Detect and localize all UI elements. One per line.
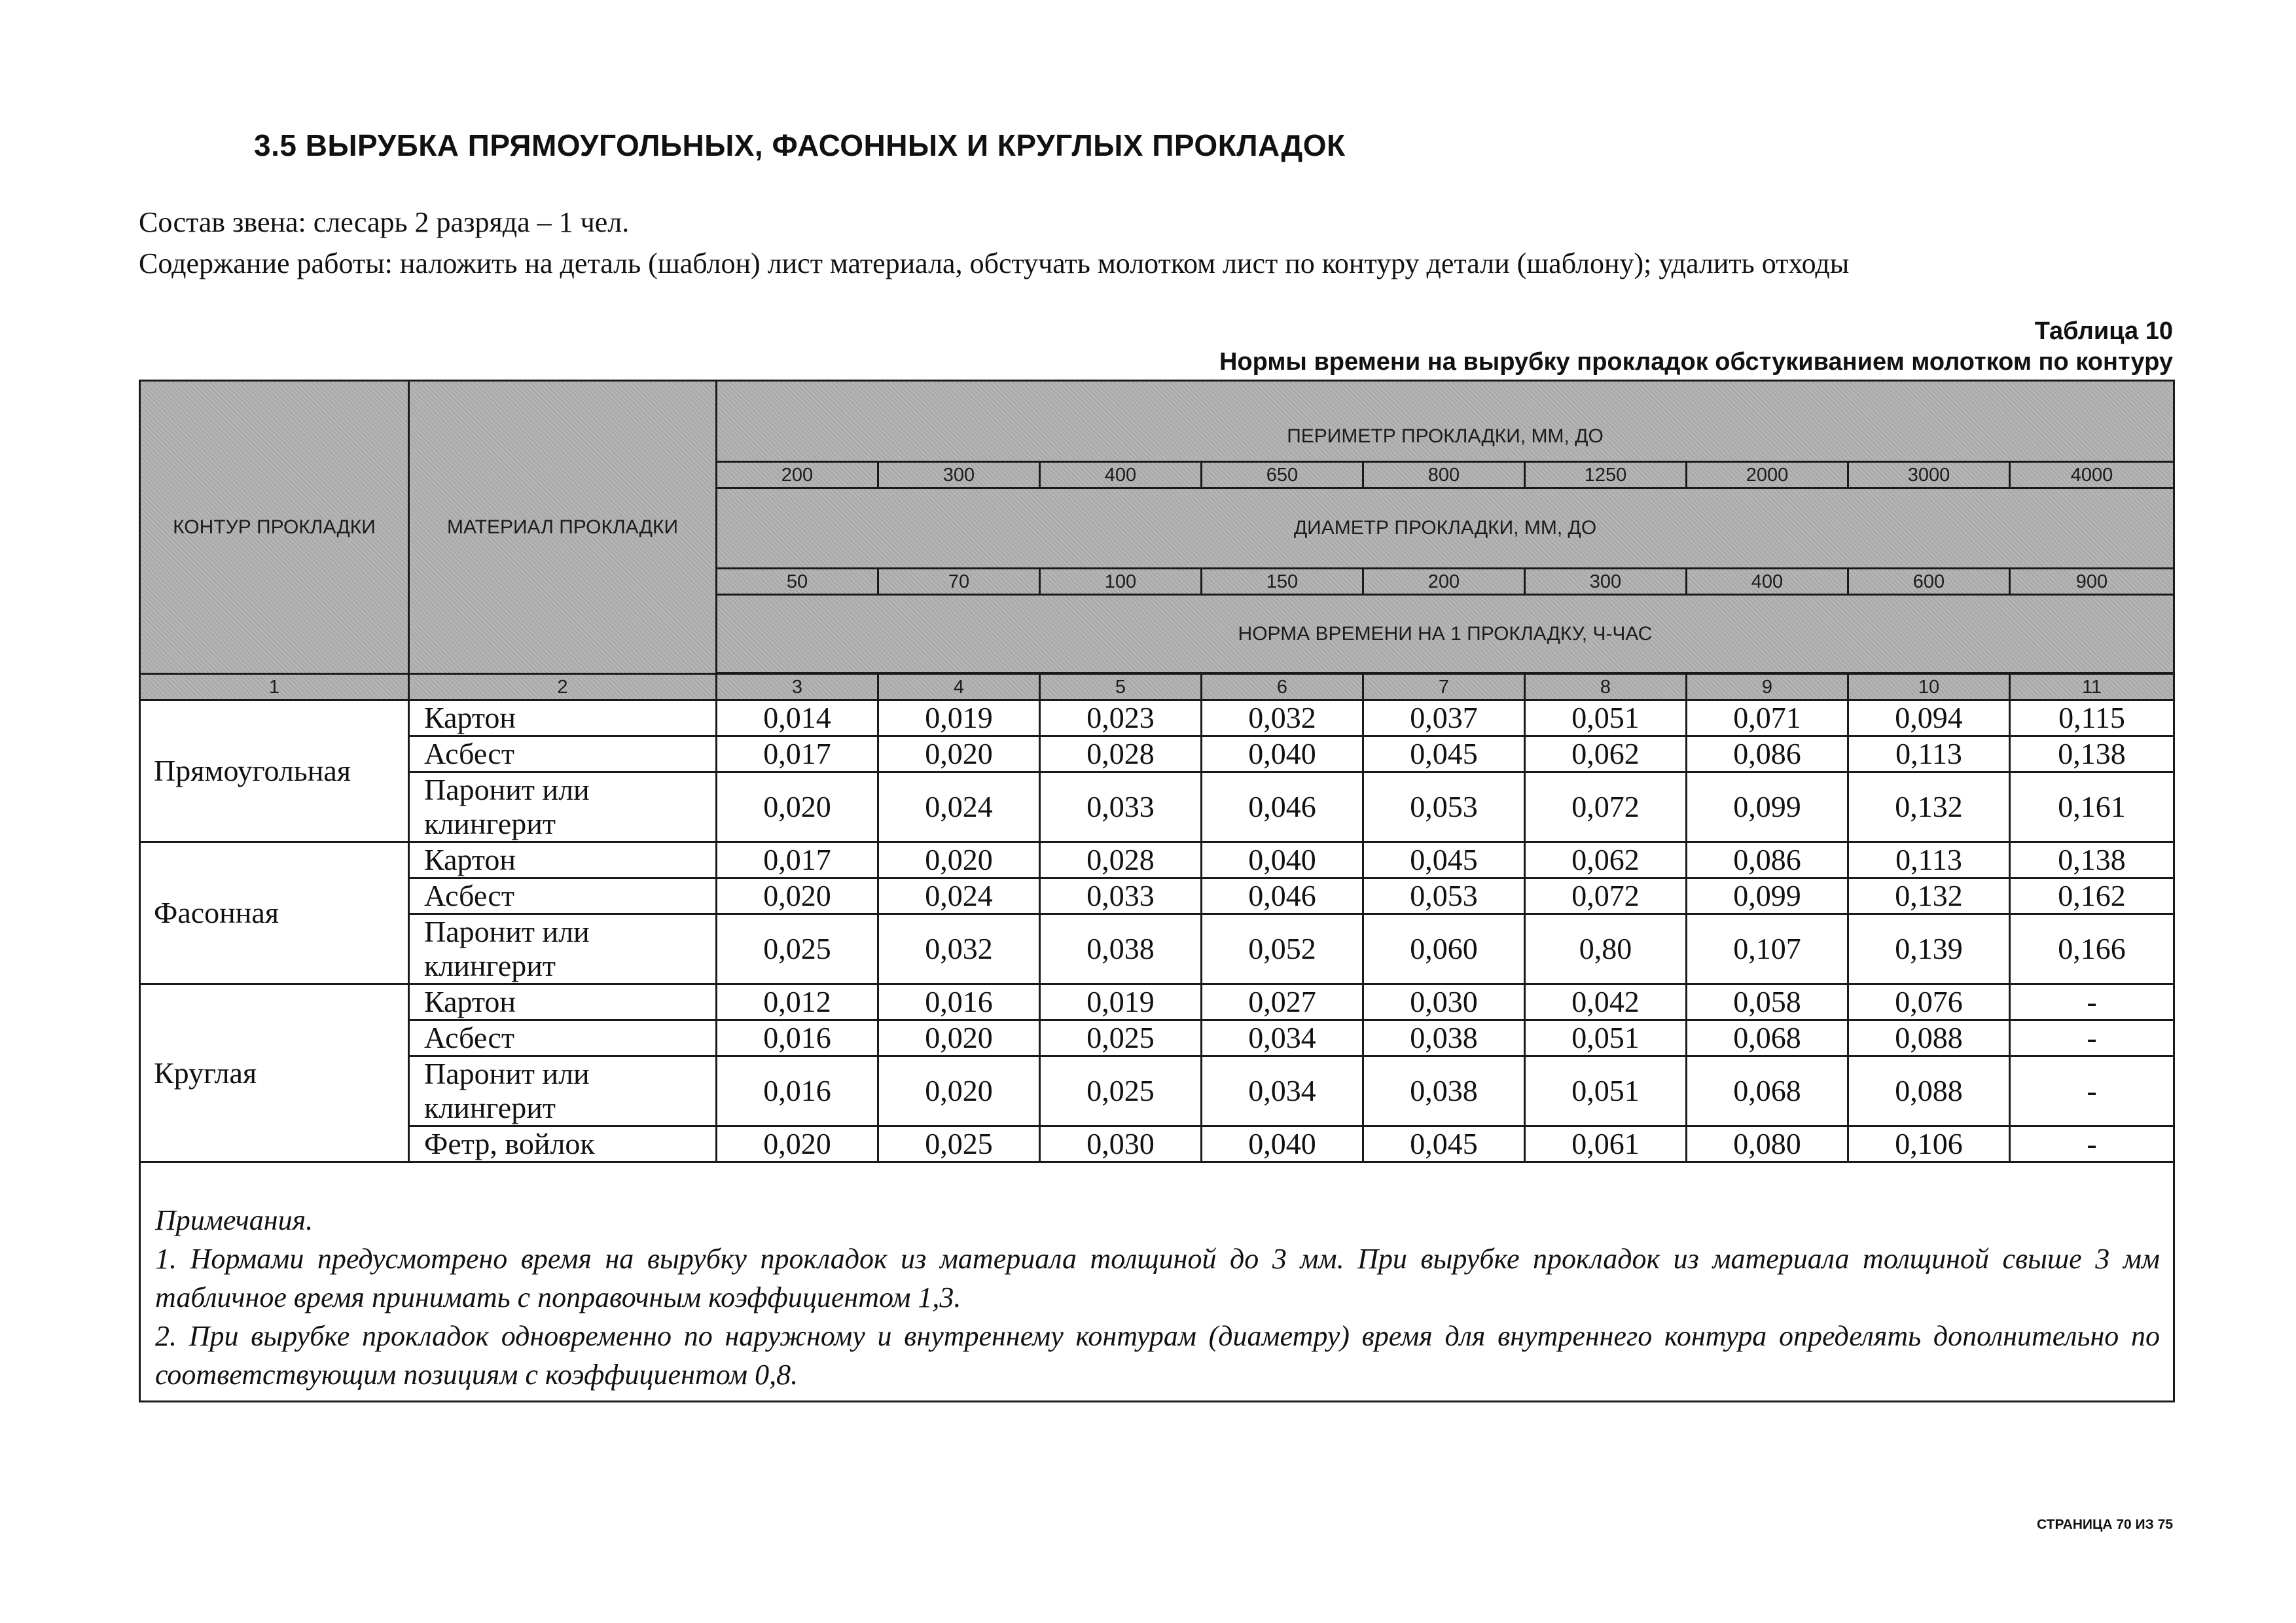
norm-value: 0,032 (1202, 700, 1363, 736)
norm-value: 0,033 (1040, 772, 1202, 842)
norm-value: 0,094 (1848, 700, 2010, 736)
norm-value: 0,051 (1525, 1020, 1687, 1056)
column-number: 3 (717, 674, 878, 700)
table-row (140, 772, 2174, 842)
norm-value: 0,040 (1202, 1126, 1363, 1162)
header-perimeter-label: ПЕРИМЕТР ПРОКЛАДКИ, ММ, ДО (717, 381, 2174, 462)
header-row-perimeter (140, 381, 2174, 462)
norm-value: 0,062 (1525, 736, 1687, 772)
intro-block (139, 202, 1849, 284)
norm-value: - (2010, 1056, 2174, 1126)
perimeter-value: 650 (1202, 462, 1363, 488)
diameter-value: 70 (878, 569, 1040, 595)
table-row (140, 1056, 2174, 1126)
norm-value: 0,051 (1525, 700, 1687, 736)
norm-value: 0,068 (1687, 1056, 1848, 1126)
material-cell: Паронит или клингерит (409, 1056, 717, 1126)
norm-value: 0,027 (1202, 984, 1363, 1020)
column-number: 8 (1525, 674, 1687, 700)
norm-value: 0,80 (1525, 914, 1687, 984)
norm-value: 0,028 (1040, 736, 1202, 772)
norm-value: 0,080 (1687, 1126, 1848, 1162)
norm-value: 0,024 (878, 878, 1040, 914)
norm-value: 0,024 (878, 772, 1040, 842)
perimeter-value: 1250 (1525, 462, 1687, 488)
norm-value: - (2010, 984, 2174, 1020)
norm-value: 0,037 (1363, 700, 1525, 736)
norm-value: 0,138 (2010, 842, 2174, 878)
norm-value: 0,062 (1525, 842, 1687, 878)
norm-value: 0,012 (717, 984, 878, 1020)
norm-value: 0,076 (1848, 984, 2010, 1020)
norm-value: 0,060 (1363, 914, 1525, 984)
norm-value: 0,014 (717, 700, 878, 736)
norm-value: 0,020 (878, 842, 1040, 878)
norm-value: 0,020 (717, 772, 878, 842)
material-cell: Паронит или клингерит (409, 772, 717, 842)
perimeter-value: 400 (1040, 462, 1202, 488)
norm-value: 0,019 (878, 700, 1040, 736)
diameter-value: 300 (1525, 569, 1687, 595)
norm-value: 0,034 (1202, 1020, 1363, 1056)
norm-value: 0,132 (1848, 878, 2010, 914)
material-cell: Картон (409, 984, 717, 1020)
table-number: Таблица 10 (2034, 317, 2173, 345)
table-row (140, 984, 2174, 1020)
note-item: 2. При вырубке прокладок одновременно по наружному и внутреннему контурам (диаметру) время для внутреннего контура определять дополнительно по соответствующим позициям с коэффициентом 0,8. (155, 1320, 2160, 1391)
column-number: 10 (1848, 674, 2010, 700)
material-cell: Картон (409, 842, 717, 878)
table-data (140, 700, 2174, 1162)
norm-value: 0,072 (1525, 878, 1687, 914)
work-content: Содержание работы: наложить на деталь (шаблон) лист материала, обстучать молотком лист по контуру детали (шаблону); удалить отходы (139, 247, 1850, 279)
column-number: 1 (140, 674, 409, 700)
norm-value: 0,113 (1848, 842, 2010, 878)
header-material-label: МАТЕРИАЛ ПРОКЛАДКИ (446, 516, 679, 538)
norm-value: 0,038 (1363, 1056, 1525, 1126)
contour-cell: Фасонная (140, 842, 409, 984)
table-title: Нормы времени на вырубку прокладок обстукиванием молотком по контуру (1219, 348, 2173, 376)
norm-value: 0,025 (717, 914, 878, 984)
notes-row (140, 1162, 2174, 1402)
diameter-value: 600 (1848, 569, 2010, 595)
notes-title: Примечания. (155, 1204, 314, 1236)
norm-value: 0,034 (1202, 1056, 1363, 1126)
norm-value: 0,058 (1687, 984, 1848, 1020)
norm-value: 0,166 (2010, 914, 2174, 984)
norm-value: 0,045 (1363, 1126, 1525, 1162)
perimeter-value: 200 (717, 462, 878, 488)
column-number: 7 (1363, 674, 1525, 700)
diameter-value: 900 (2010, 569, 2174, 595)
header-contour (140, 381, 409, 674)
material-cell: Асбест (409, 878, 717, 914)
norm-value: 0,033 (1040, 878, 1202, 914)
diameter-value: 150 (1202, 569, 1363, 595)
norm-value: 0,025 (878, 1126, 1040, 1162)
norm-value: 0,038 (1040, 914, 1202, 984)
table-row (140, 878, 2174, 914)
table-notes (140, 1162, 2174, 1402)
norm-value: 0,023 (1040, 700, 1202, 736)
material-cell: Асбест (409, 736, 717, 772)
page-number: СТРАНИЦА 70 ИЗ 75 (2036, 1517, 2173, 1532)
norm-value: 0,020 (878, 1020, 1040, 1056)
norm-value: 0,046 (1202, 772, 1363, 842)
column-number: 9 (1687, 674, 1848, 700)
norm-value: 0,030 (1363, 984, 1525, 1020)
norm-value: 0,019 (1040, 984, 1202, 1020)
norm-value: 0,162 (2010, 878, 2174, 914)
norm-value: 0,038 (1363, 1020, 1525, 1056)
norm-value: 0,061 (1525, 1126, 1687, 1162)
norm-value: 0,071 (1687, 700, 1848, 736)
norm-value: 0,132 (1848, 772, 2010, 842)
norm-value: 0,016 (717, 1056, 878, 1126)
norm-value: 0,099 (1687, 772, 1848, 842)
diameter-value: 50 (717, 569, 878, 595)
norm-value: 0,020 (717, 878, 878, 914)
diameter-value: 100 (1040, 569, 1202, 595)
material-cell: Паронит или клингерит (409, 914, 717, 984)
norm-value: 0,020 (717, 1126, 878, 1162)
norm-value: 0,017 (717, 842, 878, 878)
perimeter-value: 2000 (1687, 462, 1848, 488)
norm-value: 0,040 (1202, 842, 1363, 878)
norm-value: 0,086 (1687, 736, 1848, 772)
table-row (140, 842, 2174, 878)
norm-value: - (2010, 1126, 2174, 1162)
norm-value: 0,045 (1363, 736, 1525, 772)
header-contour-label: КОНТУР ПРОКЛАДКИ (173, 516, 376, 538)
diameter-value: 200 (1363, 569, 1525, 595)
norm-value: 0,017 (717, 736, 878, 772)
norm-value: 0,032 (878, 914, 1040, 984)
norm-value: 0,068 (1687, 1020, 1848, 1056)
column-number: 6 (1202, 674, 1363, 700)
norm-value: 0,107 (1687, 914, 1848, 984)
note-item: 1. Нормами предусмотрено время на вырубку прокладок из материала толщиной до 3 мм. При вырубке прокладок из материала толщиной свыше 3 мм табличное время принимать с поправочным коэффициентом 1,3. (155, 1243, 2160, 1313)
material-cell: Фетр, войлок (409, 1126, 717, 1162)
perimeter-value: 800 (1363, 462, 1525, 488)
column-number: 2 (409, 674, 717, 700)
table-row (140, 736, 2174, 772)
norm-value: 0,025 (1040, 1020, 1202, 1056)
norm-value: 0,045 (1363, 842, 1525, 878)
norm-value: 0,040 (1202, 736, 1363, 772)
perimeter-value: 3000 (1848, 462, 2010, 488)
norm-value: 0,042 (1525, 984, 1687, 1020)
section-heading: 3.5 ВЫРУБКА ПРЯМОУГОЛЬНЫХ, ФАСОННЫХ И КРУГЛЫХ ПРОКЛАДОК (254, 128, 1346, 162)
material-cell: Асбест (409, 1020, 717, 1056)
norm-value: 0,046 (1202, 878, 1363, 914)
norms-table (139, 380, 2175, 1402)
norm-value: - (2010, 1020, 2174, 1056)
crew-composition: Состав звена: слесарь 2 разряда – 1 чел. (139, 206, 630, 238)
material-cell: Картон (409, 700, 717, 736)
column-number: 5 (1040, 674, 1202, 700)
table-row (140, 914, 2174, 984)
column-number: 11 (2010, 674, 2174, 700)
norm-value: 0,138 (2010, 736, 2174, 772)
column-number: 4 (878, 674, 1040, 700)
norm-value: 0,139 (1848, 914, 2010, 984)
perimeter-value: 300 (878, 462, 1040, 488)
norm-value: 0,051 (1525, 1056, 1687, 1126)
norm-value: 0,028 (1040, 842, 1202, 878)
diameter-value: 400 (1687, 569, 1848, 595)
norm-value: 0,161 (2010, 772, 2174, 842)
norm-value: 0,115 (2010, 700, 2174, 736)
table-row (140, 1126, 2174, 1162)
norm-value: 0,025 (1040, 1056, 1202, 1126)
norm-value: 0,030 (1040, 1126, 1202, 1162)
table-row (140, 700, 2174, 736)
norm-value: 0,088 (1848, 1056, 2010, 1126)
contour-cell: Прямоугольная (140, 700, 409, 842)
header-material (409, 381, 717, 674)
norm-value: 0,099 (1687, 878, 1848, 914)
header-norm-label: НОРМА ВРЕМЕНИ НА 1 ПРОКЛАДКУ, Ч-ЧАС (717, 595, 2174, 673)
table-row (140, 1020, 2174, 1056)
notes-cell (140, 1162, 2174, 1402)
norm-value: 0,053 (1363, 772, 1525, 842)
perimeter-value: 4000 (2010, 462, 2174, 488)
norm-value: 0,020 (878, 736, 1040, 772)
norm-value: 0,086 (1687, 842, 1848, 878)
table-body (140, 381, 2174, 700)
norm-value: 0,113 (1848, 736, 2010, 772)
contour-cell: Круглая (140, 984, 409, 1162)
norm-value: 0,052 (1202, 914, 1363, 984)
norm-value: 0,053 (1363, 878, 1525, 914)
norm-value: 0,020 (878, 1056, 1040, 1126)
norm-value: 0,072 (1525, 772, 1687, 842)
header-diameter-label: ДИАМЕТР ПРОКЛАДКИ, ММ, ДО (717, 488, 2174, 569)
norm-value: 0,106 (1848, 1126, 2010, 1162)
norm-value: 0,016 (717, 1020, 878, 1056)
header-row-column-numbers (140, 674, 2174, 700)
norm-value: 0,016 (878, 984, 1040, 1020)
norm-value: 0,088 (1848, 1020, 2010, 1056)
